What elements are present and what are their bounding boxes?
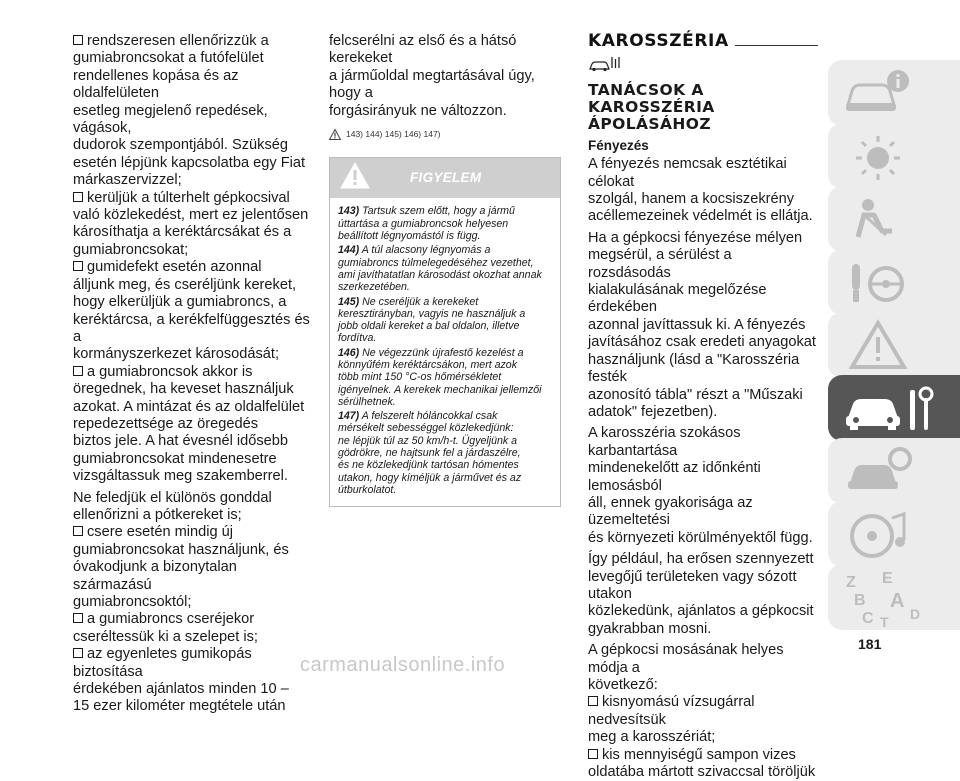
text-line: azonnal javíttassuk ki. A fényezés [588,316,806,333]
text-line: gyakrabban mosni. [588,620,712,637]
bullet-item: az egyenletes gumikopás biztosítása [73,646,315,681]
text-line: megsérül, a sérülést a rozsdásodás [588,247,732,281]
text-line: hogy elkerüljük a gumiabroncs, a [73,294,287,311]
text-line: szolgál, hanem a kocsiszekrény [588,191,795,208]
dashboard-light-icon [842,128,914,184]
warning-line [338,332,552,344]
section-title-line: ÁPOLÁSÁHOZ [588,114,711,133]
warning-text: Tartsuk szem előtt, hogy a jármű [362,205,515,218]
text-line: áll, ennek gyakorisága az üzemeltetési [588,494,753,529]
warning-references [329,126,562,143]
warning-box [329,157,561,507]
warning-item [338,410,552,496]
warning-line [338,281,552,293]
tab-safety[interactable] [828,186,960,252]
tab-multimedia[interactable] [828,501,960,567]
warning-text: A felszerelt hóláncokkal csak [361,410,498,423]
warning-text: utakon, hogy kíméljük a járművet és az [338,471,522,484]
warning-number: 147) [338,410,360,423]
index-letter: E [882,570,893,587]
text-line: Ha a gépkocsi fényezése mélyen [588,229,803,246]
text-line: gumiabroncsoktól; [73,594,192,610]
warning-item [338,244,552,293]
text-line: meg a karosszériát; [588,729,716,746]
bullet-group [588,747,818,781]
paragraph [588,642,818,694]
text-line: óvakodjunk a bizonytalan származású [73,559,237,593]
car-specs-icon [842,443,914,499]
bullet-item: kisnyomású vízsugárral nedvesítsük [588,694,818,729]
text-line: javításához csak eredeti anyagokat [588,334,816,351]
reference-numbers: 143) 144) 145) 146) 147) [346,129,441,140]
warning-text: gumiabroncs túlmelegedéséhez vezethet, [338,256,534,269]
text-line: azokat. A mintázat és az oldalfelület [73,398,305,415]
warning-line [338,244,552,256]
warning-line [338,396,552,408]
text-line: mindenekelőtt az időnkénti lemosásból [588,460,761,494]
index-letter: B [854,592,866,609]
text-line: és környezeti körülményektől függ. [588,529,813,546]
warning-line [338,435,552,447]
bullet-item: kerüljük a túlterhelt gépkocsival [73,190,315,207]
watermark: carmanualsonline.info [300,654,506,676]
warning-line [338,296,552,308]
text-line: rendellenes kopása és az oldalfelületen [73,67,239,102]
warning-line [338,218,552,230]
warning-text: igényelnek. A kerekek mechanikai jellemzői [338,383,542,396]
tire-care-list [73,33,315,486]
tab-technical-data[interactable] [828,438,960,504]
warning-text: útburkolatot. [338,483,397,496]
text-line: a járműoldal megtartásával úgy, hogy a [329,67,535,102]
tab-index[interactable] [828,564,960,630]
section-title-line: TANÁCSOK A [588,80,704,99]
tab-maintenance[interactable] [828,375,960,441]
warning-text: úttartása a gumiabroncsok helyesen [338,217,509,230]
warning-text: A túl alacsony légnyomás a [361,244,491,257]
tab-emergency[interactable] [828,312,960,378]
warning-number: 146) [338,346,360,359]
warning-line [338,347,552,359]
text-line: kialakulásának megelőzése érdekében [588,282,767,316]
text-line: oldatába mártott szivaccsal töröljük [588,764,816,781]
text-column-1 [73,33,315,716]
warning-text: ami javíthatatlan károsodást okozhat annak [338,268,542,281]
subsection-title: Fényezés [588,137,649,153]
warning-triangle-icon [329,129,341,140]
warning-line [338,205,552,217]
text-line: való közlekedést, mert ez jelentősen [73,207,309,224]
text-line: keréktárcsa, a kerékfelfüggesztés és a [73,311,310,345]
text-line: esetén lépjünk kapcsolatba egy Fiat [73,154,306,171]
warning-item [338,296,552,345]
car-wash-icon [588,56,622,72]
warning-line [338,320,552,332]
bullet-item: a gumiabroncs cseréjekor [73,611,315,628]
text-line: következő: [588,677,658,693]
text-line: használjunk (lásd a "Karosszéria festék [588,351,800,386]
warning-triangle-icon [842,317,914,373]
text-line: érdekében ajánlatos minden 10 – [73,681,289,698]
car-maintenance-icon [842,380,942,436]
text-line: forgásirányuk ne változzon. [329,102,507,119]
text-line: Így például, ha erősen szennyezett [588,551,814,568]
text-line: biztos jele. A hat évesnél idősebb [73,433,289,450]
warning-line [338,459,552,471]
airbag-icon [842,191,914,247]
text-line: felcserélni az első és a hátsó kerekeket [329,33,517,67]
warning-triangle-icon [340,162,370,189]
warning-line [338,257,552,269]
text-line: A karosszéria szokásos karbantartása [588,425,741,459]
warning-text: keresztirányban, vagyis ne használjuk a [338,307,526,320]
warning-line [338,371,552,383]
text-line: cseréltessük ki a szelepet is; [73,628,258,645]
paragraph [588,156,818,226]
warning-text: és ne közlekedjünk tartósan hómentes [338,459,519,472]
index-letter: Z [846,574,856,591]
paragraph [588,230,818,421]
index-letters-icon [842,569,932,629]
warning-line [338,359,552,371]
warning-number: 145) [338,295,360,308]
warning-text: több mint 150 °C-os hőmérsékletet [338,371,502,384]
warning-text: jobb oldali kereket a bal oldalon, illetve [338,320,520,333]
index-letter: T [880,614,889,630]
text-line: károsíthatja a keréktárcsákat és a [73,224,292,241]
text-line: gumiabroncsokat a futófelület [73,50,264,67]
index-letter: A [890,590,905,612]
text-line: kormányszerkezet károsodását; [73,346,280,363]
car-info-icon [842,65,914,121]
paragraph [588,551,818,638]
bullet-item: csere esetén mindig új [73,524,315,541]
warning-line [338,384,552,396]
text-line: levegőjű területeken vagy sózott utakon [588,568,797,602]
text-line: A fényezés nemcsak esztétikai célokat [588,156,787,190]
warning-line [338,472,552,484]
warning-line [338,269,552,281]
tab-starting-driving[interactable] [828,249,960,315]
text-column-3 [588,33,818,781]
text-line: azonosító tábla" részt a "Műszaki [588,386,803,403]
page-number: 181 [858,636,882,652]
warning-number: 144) [338,244,360,257]
text-line: ellenőrizni a pótkereket is; [73,506,242,523]
text-line: gumiabroncsokat használjunk, és [73,541,289,558]
text-line: álljunk meg, és cseréljünk kereket, [73,276,297,293]
warning-item [338,347,552,408]
warning-text: sérülhetnek. [338,395,396,408]
warning-text: Ne cseréljük a kerekeket [362,295,479,308]
index-letter: C [862,610,874,627]
warning-text: gödrökre, ne hajtsunk fel a járdaszélre, [338,447,521,460]
text-line: márkaszervizzel; [73,172,182,189]
bullet-item: rendszeresen ellenőrizzük a [73,33,315,50]
text-line: gumiabroncsokat; [73,241,189,258]
tab-dashboard-lights[interactable] [828,123,960,189]
paint-care-text [588,156,818,781]
warning-text: beállított légnyomástól is függ. [338,230,481,243]
warning-body [330,198,560,506]
text-line: A gépkocsi mosásának helyes módja a [588,642,784,676]
warning-text: könnyűfém keréktárcsákon, mert azok [338,359,517,371]
warning-text: ne lépjük túl az 50 km/h-t. Ügyeljünk a [338,434,518,447]
index-letter: D [910,606,921,622]
warning-line [338,308,552,320]
tire-rotation-text [329,33,562,120]
section-title [588,82,818,133]
key-steering-icon [842,254,914,310]
warning-header [330,158,560,198]
warning-line [338,447,552,459]
text-line: dudorok szempontjából. Szükség [73,137,288,154]
text-line: 15 ezer kilométer megtétele után [73,698,286,715]
text-line: repedezettsége az öregedés [73,415,258,432]
text-column-2 [329,33,562,507]
text-line: vizsgáltassuk meg szakemberrel. [73,468,288,485]
multimedia-icon [842,506,914,562]
chapter-header [588,33,818,50]
warning-number: 143) [338,205,360,218]
chapter-sidebar [828,60,960,628]
text-line: öregednek, ha keveset használjuk [73,381,294,398]
warning-line [338,422,552,434]
text-line: közlekedünk, ajánlatos a gépkocsit [588,603,814,620]
warning-text: Ne végezzünk újrafestő kezelést a [362,346,524,359]
warning-text: mérsékelt sebességgel közlekedjünk: [338,422,514,435]
text-line: acéllemezeinek védelmét is ellátja. [588,208,813,225]
bullet-item: gumidefekt esetén azonnal [73,259,315,276]
warning-line [338,410,552,422]
text-line: Ne feledjük el különös gonddal [73,489,272,506]
chapter-rule [735,45,818,46]
section-title-line: KAROSSZÉRIA [588,97,715,116]
tab-car-info[interactable] [828,60,960,126]
warning-line [338,230,552,242]
chapter-title: KAROSSZÉRIA [588,31,729,51]
text-line: esetleg megjelenő repedések, vágások, [73,102,268,137]
warning-text: fordítva. [338,332,377,345]
bullet-group [588,694,818,746]
bullet-item: kis mennyiségű sampon vizes [588,747,818,764]
text-line: adatok" fejezetben). [588,403,718,420]
warning-line [338,484,552,496]
warning-text: szerkezetében. [338,281,410,294]
warning-title: FIGYELEM [410,170,482,186]
paragraph [588,425,818,547]
warning-item [338,205,552,242]
tire-care-list-continued [73,490,315,716]
bullet-item: a gumiabroncsok akkor is [73,364,315,381]
text-line: gumiabroncsokat mindenesetre [73,450,277,467]
